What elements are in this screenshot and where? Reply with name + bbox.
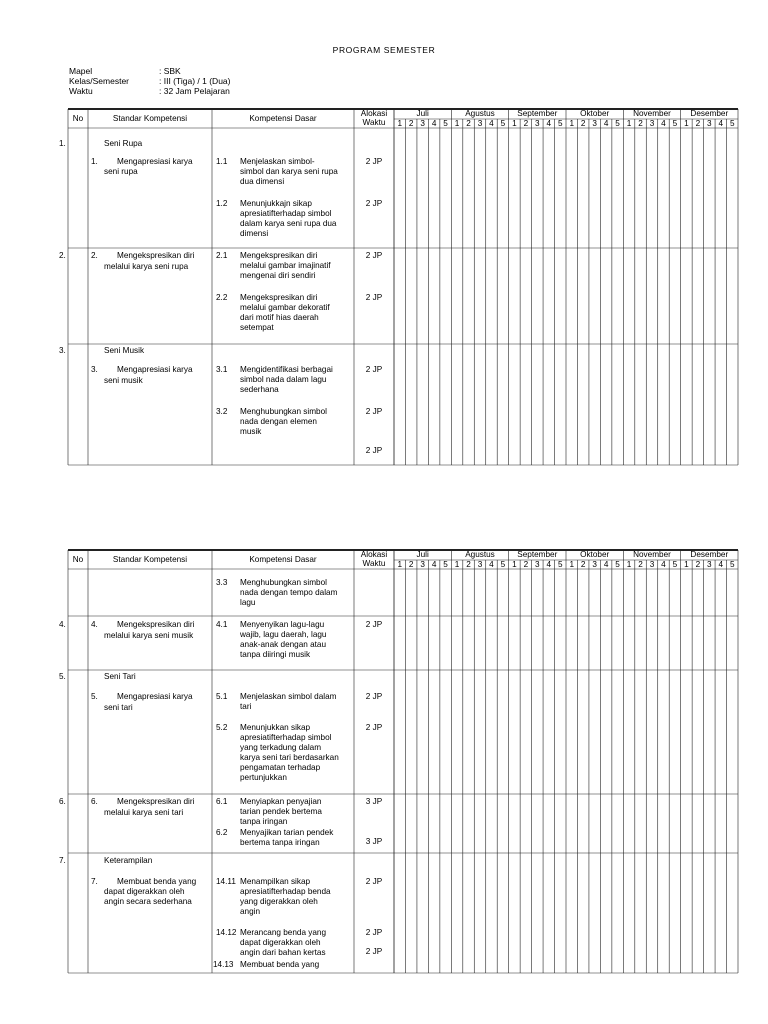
header-week: 4 [603,559,609,569]
kd-6-1-num: 6.1 [216,797,228,806]
sk-text: Membuat benda yang [117,877,197,886]
sk-number: 5. [91,692,98,701]
meta-value: : 32 Jam Pelajaran [159,86,230,96]
kd-1-2-text: dalam karya seni rupa dua [240,219,337,228]
kd-3-1-num: 3.1 [216,365,228,374]
header-week: 2 [638,118,643,128]
header-week: 5 [672,118,678,128]
kd-14-11-jp: 2 JP [365,877,383,886]
header-week: 1 [454,559,460,569]
kd-1-2-text: dimensi [240,229,269,238]
kd-5-1-text: tari [240,702,252,711]
header-week: 2 [466,118,471,128]
sk-text: Mengapresiasi karya [117,692,193,701]
header-week: 3 [707,118,712,128]
header-week: 1 [512,118,517,128]
sk-text: melalui karya seni tari [104,808,184,817]
sk-number: 3. [91,365,98,374]
header-week: 3 [420,118,425,128]
row-number: 6. [59,797,66,806]
header-week: 1 [512,559,517,569]
kd-1-1-num: 1.1 [216,157,228,166]
kd-1-1-text: dua dimensi [240,177,285,186]
header-week: 2 [523,118,529,128]
kd-2-2-text: Mengekspresikan diri [240,293,318,302]
header-week: 1 [569,118,574,128]
header-month: November [633,109,671,118]
sk-text: Mengekspresikan diri [117,620,195,629]
header-week: 3 [592,118,597,128]
kd-6-2-num: 6.2 [216,828,228,837]
header-week: 2 [695,559,701,569]
kd-6-1-text: tarian pendek bertema [240,807,322,816]
header-month: Agustus [465,109,495,118]
kd-6-1-text: Menyiapkan penyajian [240,797,322,806]
header-week: 4 [718,118,724,128]
meta-value: : SBK [159,66,181,76]
kd-5-2-jp: 2 JP [365,723,383,732]
kd-5-2-num: 5.2 [216,723,228,732]
kd-3-2-text: nada dengan elemen [240,417,317,426]
kd-3-2-jp: 2 JP [365,407,383,416]
kd-2-2-num: 2.2 [216,293,228,302]
sk-number: 1. [91,157,98,166]
row-number: 7. [59,856,66,865]
header-month: Desember [690,109,729,118]
meta-kelas [69,76,230,86]
kd-14-11-num: 14.11 [216,877,236,886]
sk-section-title: Seni Rupa [104,139,143,148]
sk-section-title: Seni Musik [104,346,145,355]
header-week: 1 [626,559,632,569]
sk-number: 4. [91,620,98,629]
header-week: 5 [443,559,448,569]
sk-text: seni rupa [104,167,138,176]
sk-number: 7. [91,877,98,886]
kd-2-2-text: dari motif hias daerah [240,313,319,322]
header-week: 5 [443,118,448,128]
kd-extra-jp: 2 JP [365,446,383,455]
kd-4-1-text: tanpa diiringi musik [240,650,311,659]
kd-2-1-text: mengenai diri sendiri [240,271,316,280]
kd-14-12-text: angin dari bahan kertas [240,948,326,957]
header-week: 4 [489,559,494,569]
header-month: September [517,550,558,559]
meta-label: Mapel [69,66,93,76]
kd-14-11-text: yang digerakkan oleh [240,897,318,906]
kd-1-2-text: Menunjukkajn sikap [240,199,312,208]
header-week: 1 [397,559,402,569]
sk-text: Mengekspresikan diri [117,251,195,260]
header-week: 5 [729,118,735,128]
header-week: 2 [408,559,414,569]
kd-2-1-text: melalui gambar imajinatif [240,261,331,270]
kd-3-1-text: sederhana [240,385,279,394]
sk-text: dapat digerakkan oleh [104,887,185,896]
kd-5-1-jp: 2 JP [365,692,383,701]
kd-4-1-jp: 2 JP [365,620,383,629]
header-waktu: Waktu [362,559,386,568]
kd-4-1-text: wajib, lagu daerah, lagu [240,630,327,639]
kd-3-3-text: lagu [240,598,256,607]
sk-number: 6. [91,797,98,806]
kd-14-13-jp: 2 JP [365,947,383,956]
kd-6-1-jp: 3 JP [365,797,383,806]
kd-14-12-text: Merancang benda yang [240,928,327,937]
meta-label: Kelas/Semester [69,76,129,86]
header-week: 4 [603,118,609,128]
header-month: Oktober [580,550,610,559]
meta-value: : III (Tiga) / 1 (Dua) [159,76,231,86]
kd-3-3-num: 3.3 [216,578,228,587]
header-week: 1 [684,118,689,128]
header-week: 3 [477,118,483,128]
header-week: 3 [420,559,425,569]
kd-5-2-text: apresiatifterhadap simbol [240,733,332,742]
header-week: 2 [408,118,414,128]
header-week: 2 [580,118,586,128]
header-week: 5 [672,559,678,569]
kd-3-2-num: 3.2 [216,407,228,416]
header-week: 3 [535,559,540,569]
kd-1-2-jp: 2 JP [365,199,383,208]
header-no: No [72,114,84,123]
row-number: 2. [59,251,66,260]
kd-1-1-text: simbol dan karya seni rupa [240,167,338,176]
header-kompetensi-dasar: Kompetensi Dasar [249,555,317,564]
kd-14-11-text: Menampilkan sikap [240,877,311,886]
header-alokasi: Alokasi [360,109,388,118]
kd-6-1-text: tanpa iringan [240,817,288,826]
kd-5-2-text: pertunjukkan [240,773,287,782]
header-week: 2 [523,559,529,569]
sk-text: melalui karya seni musik [104,631,194,640]
kd-5-1-text: Menjelaskan simbol dalam [240,692,337,701]
kd-5-1-num: 5.1 [216,692,228,701]
header-week: 5 [500,559,506,569]
header-month: Desember [690,550,729,559]
header-week: 2 [580,559,586,569]
row-number: 4. [59,620,66,629]
header-week: 4 [661,559,666,569]
kd-5-2-text: yang terkadung dalam [240,743,322,752]
kd-14-13-num: 14.13 [213,960,234,969]
kd-2-2-jp: 2 JP [365,293,383,302]
kd-3-1-text: simbol nada dalam lagu [240,375,327,384]
kd-14-11-text: angin [240,907,261,916]
header-month: Juli [416,550,429,559]
header-month: Oktober [580,109,610,118]
meta-mapel [69,66,230,76]
row-number: 1. [59,139,66,148]
kd-2-1-num: 2.1 [216,251,228,260]
kd-14-13-text: Membuat benda yang [240,960,320,969]
header-week: 3 [592,559,597,569]
kd-3-2-text: musik [240,427,262,436]
kd-3-2-text: Menghubungkan simbol [240,407,327,416]
kd-1-2-text: apresiatifterhadap simbol [240,209,332,218]
header-week: 4 [546,559,552,569]
header-week: 4 [546,118,552,128]
sk-number: 2. [91,251,98,260]
kd-5-2-text: karya seni tari berdasarkan [240,753,339,762]
header-standar-kompetensi: Standar Kompetensi [112,555,188,564]
kd-6-2-text: bertema tanpa iringan [240,838,320,847]
header-week: 3 [477,559,483,569]
kd-6-2-jp: 3 JP [365,837,383,846]
doc-meta [69,66,230,96]
sk-text: melalui karya seni rupa [104,262,189,271]
header-week: 4 [661,118,666,128]
header-week: 1 [397,118,402,128]
header-week: 3 [535,118,540,128]
header-week: 2 [695,118,701,128]
header-week: 4 [718,559,724,569]
sk-text: seni musik [104,376,143,385]
header-week: 3 [649,559,655,569]
kd-1-2-num: 1.2 [216,199,228,208]
kd-1-1-jp: 2 JP [365,157,383,166]
header-week: 5 [615,559,620,569]
kd-2-1-jp: 2 JP [365,251,383,260]
header-week: 4 [489,118,494,128]
kd-3-1-jp: 2 JP [365,365,383,374]
sk-text: seni tari [104,703,133,712]
meta-waktu [69,86,230,96]
sk-text: Mengapresiasi karya [117,157,193,166]
kd-4-1-num: 4.1 [216,620,228,629]
kd-14-11-text: apresiatifterhadap benda [240,887,331,896]
sk-section-title: Seni Tari [104,672,136,681]
header-week: 5 [729,559,735,569]
header-kompetensi-dasar: Kompetensi Dasar [249,114,317,123]
kd-4-1-text: anak-anak dengan atau [240,640,327,649]
kd-5-2-text: pengamatan terhadap [240,763,321,772]
header-month: September [517,109,558,118]
header-month: Juli [416,109,429,118]
kd-3-1-text: Mengidentifikasi berbagai [240,365,333,374]
header-week: 2 [638,559,643,569]
kd-2-2-text: melalui gambar dekoratif [240,303,330,312]
header-week: 4 [431,118,437,128]
kd-1-1-text: Menjelaskan simbol- [240,157,315,166]
header-month: November [633,550,671,559]
kd-5-2-text: Menunjukkan sikap [240,723,311,732]
header-week: 3 [649,118,655,128]
header-week: 1 [454,118,460,128]
row-number: 5. [59,672,66,681]
header-week: 2 [466,559,471,569]
sk-text: Mengekspresikan diri [117,797,195,806]
kd-14-12-text: dapat digerakkan oleh [240,938,321,947]
header-waktu: Waktu [362,118,386,127]
doc-title: PROGRAM SEMESTER [332,45,436,55]
sk-text: Mengapresiasi karya [117,365,193,374]
header-standar-kompetensi: Standar Kompetensi [112,114,188,123]
sk-text: angin secara sederhana [104,897,192,906]
header-month: Agustus [465,550,495,559]
header-week: 1 [569,559,574,569]
kd-2-1-text: Mengekspresikan diri [240,251,318,260]
header-week: 5 [500,118,506,128]
header-week: 4 [431,559,437,569]
header-week: 1 [626,118,632,128]
kd-4-1-text: Menyenyikan lagu-lagu [240,620,325,629]
kd-6-2-text: Menyajikan tarian pendek [240,828,334,837]
sk-section-title: Keterampilan [104,856,153,865]
header-alokasi: Alokasi [360,550,388,559]
kd-14-12-num: 14.12 [216,928,237,937]
header-week: 5 [615,118,620,128]
header-week: 5 [557,559,563,569]
header-week: 3 [707,559,712,569]
row-number: 3. [59,346,66,355]
kd-14-12-jp: 2 JP [365,928,383,937]
kd-3-3-text: Menghubungkan simbol [240,578,327,587]
kd-3-3-text: nada dengan tempo dalam [240,588,338,597]
header-no: No [72,555,84,564]
meta-label: Waktu [69,86,93,96]
header-week: 5 [557,118,563,128]
kd-2-2-text: setempat [240,323,274,332]
header-week: 1 [684,559,689,569]
